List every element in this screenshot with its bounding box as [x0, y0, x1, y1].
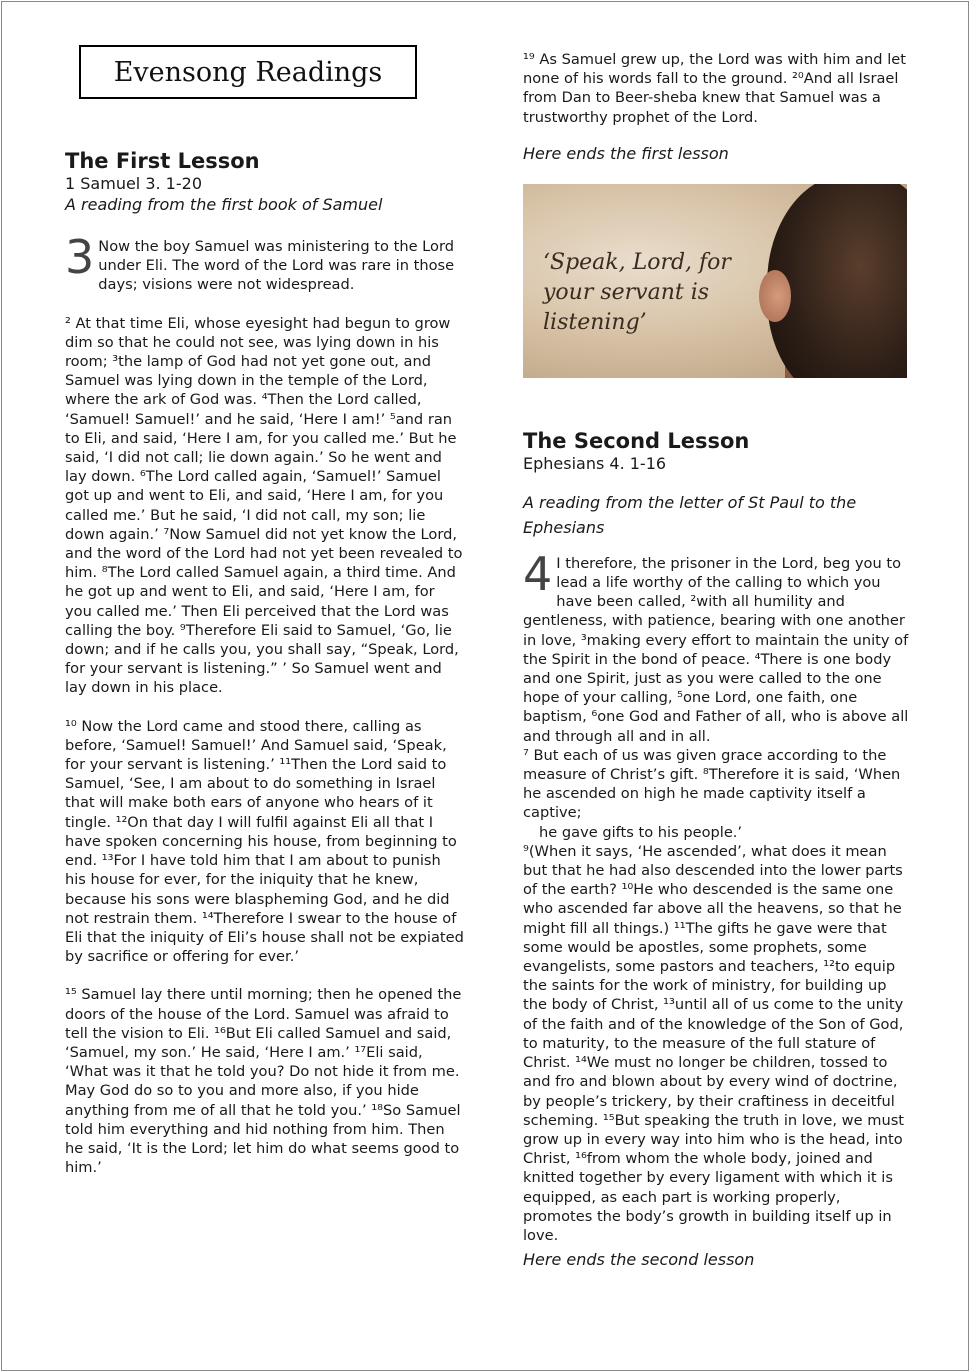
second-lesson-heading: The Second Lesson [523, 428, 750, 453]
first-lesson-reference: 1 Samuel 3. 1-20 [65, 174, 202, 193]
first-lesson-paragraph-1 [65, 230, 465, 295]
illustration-quote: ‘Speak, Lord, for your servant is listening’ [543, 249, 731, 335]
first-lesson-paragraph-3: ¹⁰ Now the Lord came and stood there, calling as before, ‘Samuel! Samuel!’ And Samuel said, ‘Speak, for your servant is listening.’ ¹¹Then the Lord said to Samuel, ‘See, I am about to do something in Israel that will make both ears of anyone who hears of it tingle. ¹²On that day I will fulfil against Eli all that I have spoken concerning his house, from beginning to end. ¹³For I have told him that I am about to punish his house for ever, for the iniquity that he knew, because his sons were blaspheming God, and he did not restrain them. ¹⁴Therefore I swear to the house of Eli that the iniquity of Eli’s house shall not be expiated by sacrifice or offering for ever.’ [65, 717, 464, 966]
first-lesson-intro: A reading from the first book of Samuel [65, 195, 383, 214]
first-lesson-paragraph-2: ² At that time Eli, whose eyesight had begun to grow dim so that he could not see, was lying down in his room; ³the lamp of God had not yet gone out, and Samuel was lying down in the temple of the Lord, where the ark of God was. ⁴Then the Lord called, ‘Samuel! Samuel!’ and he said, ‘Here I am!’ ⁵and ran to Eli, and said, ‘Here I am, for you called me.’ But he said, ‘I did not call; lie down again.’ So he went and lay down. ⁶The Lord called again, ‘Samuel!’ Samuel got up and went to Eli, and said, ‘Here I am, for you called me.’ But he said, ‘I did not call, my son; lie down again.’ ⁷Now Samuel did not yet know the Lord, and the word of the Lord had not yet been revealed to him. ⁸The Lord called Samuel again, a third time. And he got up and went to Eli, and said, ‘Here I am, for you called me.’ Then Eli perceived that the Lord was calling the boy. ⁹Therefore Eli said to Samuel, ‘Go, lie down; and if he calls you, you shall say, “Speak, Lord, for your servant is listening.” ’ So Samuel went and lay down in his place. [65, 314, 463, 697]
second-lesson-reference: Ephesians 4. 1-16 [523, 453, 667, 473]
illustration-boy-listening [523, 184, 907, 378]
second-lesson-intro: A reading from the letter of St Paul to the Ephesians [523, 492, 857, 537]
second-lesson-text-1: I therefore, the prisoner in the Lord, beg you to lead a life worthy of the calling to which you have been called, ²with all humility and gentleness, with patience, bearing with one another in love, ³making every effort to maintain the unity of the Spirit in the bond of peace. ⁴There is one body and one Spirit, just as you were called to the one hope of your calling, ⁵one Lord, one faith, one baptism, ⁶one God and Father of all, who is above all and through all and in all. [523, 554, 909, 745]
left-column [65, 148, 465, 1177]
second-lesson-paragraph-2: ⁷ But each of us was given grace according to the measure of Christ’s gift. ⁸Therefore it is said, ‘When he ascended on high he made captivity itself a captive; [523, 746, 901, 822]
second-lesson-paragraph-1 [523, 546, 909, 746]
drop-cap-chapter: 3 [65, 230, 95, 284]
second-lesson-ends: Here ends the second lesson [523, 1250, 755, 1270]
document-title: Evensong Readings [79, 45, 417, 99]
first-lesson-paragraph-5: ¹⁹ As Samuel grew up, the Lord was with him and let none of his words fall to the ground. ²⁰And all Israel from Dan to Beer-sheba knew that Samuel was a trustworthy prophet of the Lord. [523, 51, 906, 126]
right-column [523, 50, 909, 1271]
first-lesson-paragraph-4: ¹⁵ Samuel lay there until morning; then he opened the doors of the house of the Lord. Samuel was afraid to tell the vision to Eli. ¹⁶But Eli called Samuel and said, ‘Samuel, my son.’ He said, ‘Here I am.’ ¹⁷Eli said, ‘What was it that he told you? Do not hide it from me. May God do so to you and more also, if you hide anything from me of all that he told you.’ ¹⁸So Samuel told him everything and hid nothing from him. Then he said, ‘It is the Lord; let him do what seems good to him.’ [65, 986, 462, 1177]
second-lesson-paragraph-3: ⁹(When it says, ‘He ascended’, what does it mean but that he had also descended into the lower parts of the earth? ¹⁰He who descended is the same one who ascended far above all the heavens, so that he might fill all things.) ¹¹The gifts he gave were that some would be apostles, some prophets, some evangelists, some pastors and teachers, ¹²to equip the saints for the work of ministry, for building up the body of Christ, ¹³until all of us come to the unity of the faith and of the knowledge of the Son of God, to maturity, to the measure of the full stature of Christ. ¹⁴We must no longer be children, tossed to and fro and blown about by every wind of doctrine, by people’s trickery, by their craftiness in deceitful scheming. ¹⁵But speaking the truth in love, we must grow up in every way into him who is the head, into Christ, ¹⁶from whom the whole body, joined and knitted together by every ligament with which it is equipped, as each part is working properly, promotes the body’s growth in building itself up in love. [523, 842, 905, 1244]
first-lesson-ends: Here ends the first lesson [523, 143, 729, 163]
first-lesson-heading: The First Lesson [65, 149, 260, 173]
second-lesson-indented-line: he gave gifts to his people.’ [539, 823, 743, 841]
drop-cap-chapter-4: 4 [523, 546, 553, 601]
first-lesson-text-1: Now the boy Samuel was ministering to the Lord under Eli. The word of the Lord was rare in those days; visions were not widespread. [98, 238, 455, 294]
